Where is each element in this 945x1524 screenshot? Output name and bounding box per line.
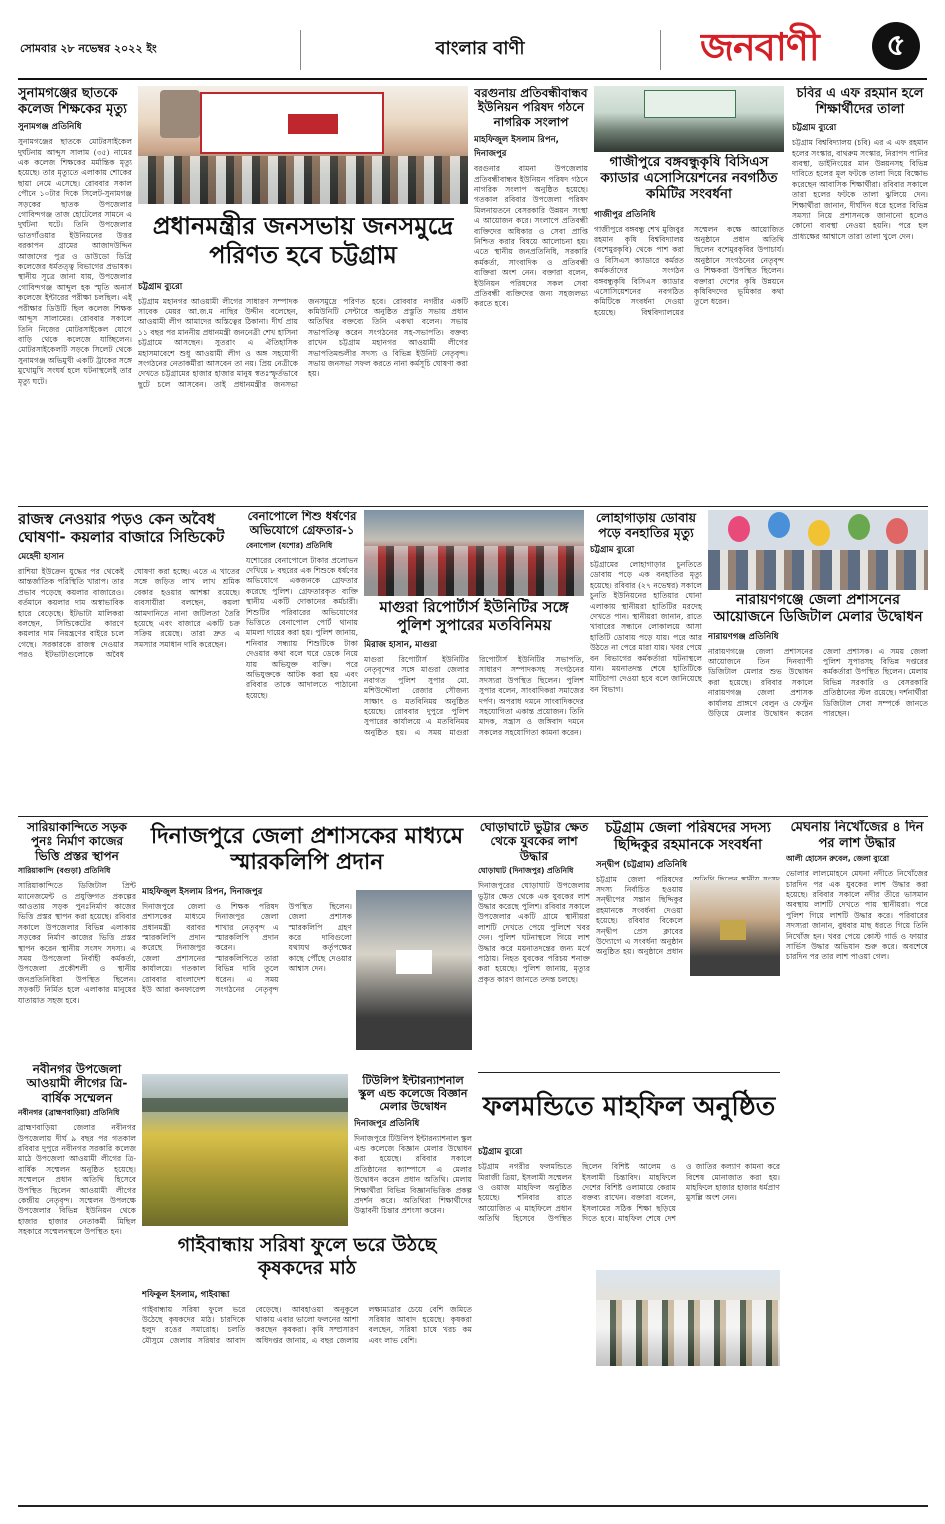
masthead-divider-right <box>660 30 661 70</box>
article-ghoraghat <box>478 820 590 1070</box>
article-body: রাশিয়া ইউক্রেন যুদ্ধের পর থেকেই আন্তর্জাতিক পরিস্থিতি খারাপ। তার প্রভাব পড়েছে কয়লার বাজারেও। বর্তমানে কয়লার দাম অস্বাভাবিক হারে বেড়েছে। ইটভাটা মালিকরা বলছেন, সিন্ডিকেটের কারণে কয়লার দাম নিয়ন্ত্রণের বাইরে চলে গেছে। সরকারকে রাজস্ব দেওয়ার পরও ইটভাটাগুলোকে অবৈধ ঘোষণা করা হচ্ছে। এতে এ খাতের সঙ্গে জড়িত লাখ লাখ শ্রমিক বেকার হওয়ার আশঙ্কা রয়েছে। ব্যবসায়ীরা বলছেন, কয়লা আমদানিতে নানা জটিলতা তৈরি হয়েছে এবং বাজারে একটি চক্র সক্রিয় রয়েছে। তারা দ্রুত এ সমস্যার সমাধান দাবি করেছেন। <box>18 567 240 660</box>
balloon-4 <box>848 514 870 540</box>
crowd <box>138 156 468 204</box>
byline: মিরাজ হাসান, মাগুরা <box>364 640 437 650</box>
article-gaibandha <box>142 1234 472 1484</box>
headline: সারিয়াকান্দিতে সড়ক পুনঃ নির্মাণ কাজের ভিত্তি প্রস্তর স্থাপন <box>27 820 127 863</box>
byline: গাজীপুর প্রতিনিধি <box>594 209 656 220</box>
article-body: ভোলার লালমোহনে মেঘনা নদীতে নিখোঁজের চারদিন পর এক যুবকের লাশ উদ্ধার করা হয়েছে। রবিবার সকালে নদীর তীরে ভাসমান অবস্থায় লাশটি দেখতে পায় স্থানীয়রা। পরে পুলিশ গিয়ে লাশটি উদ্ধার করে। পরিবারের সদস্যরা জানান, বুধবার মাছ ধরতে গিয়ে তিনি নিখোঁজ হন। খবর পেয়ে কোস্ট গার্ড ও ফায়ার সার্ভিস উদ্ধার অভিযান শুরু করে। অবশেষে চারদিন পর তার লাশ পাওয়া গেল। <box>786 869 928 962</box>
byline: চট্টগ্রাম ব্যুরো <box>590 545 635 555</box>
document-sheet <box>396 950 432 974</box>
article-body: যশোরের বেনাপোলে টাকার প্রলোভন দেখিয়ে ৮ বছরের এক শিশুকে ধর্ষণের অভিযোগে একজনকে গ্রেফতার করেছে পুলিশ। গ্রেফতারকৃত ব্যক্তি স্থানীয় একটি দোকানের কর্মচারী। শিশুটির পরিবারের অভিযোগের ভিত্তিতে বেনাপোল পোর্ট থানায় মামলা দায়ের করা হয়। পুলিশ জানায়, শনিবার সন্ধ্যায় শিশুটিকে টাকা দেওয়ার কথা বলে ঘরে ডেকে নিয়ে যায় অভিযুক্ত ব্যক্তি। পরে অভিযুক্তকে আটক করা হয় এবং রবিবার তাকে আদালতে পাঠানো হয়েছে। <box>246 555 358 700</box>
article-gazipur <box>594 154 784 504</box>
headline: রাজস্ব নেওয়ার পড়ও কেন অবৈধ ঘোষণা- কয়লার বাজারে সিন্ডিকেট <box>18 510 225 546</box>
article-body: চট্টগ্রাম বিশ্ববিদ্যালয় (চবি) এর এ এফ রহমান হলের সংস্কার, বাথরুম সংস্কার, নিরাপদ পানির ব্যবস্থা, ডাইনিংয়ের মান উন্নয়নসহ বিভিন্ন দাবিতে হলের মূল ফটকে তালা দিয়ে বিক্ষোভ করেছেন আবাসিক শিক্ষার্থীরা। রবিবার সকালে তারা হলের ফটকে তালা ঝুলিয়ে দেন। শিক্ষার্থীরা জানান, দীর্ঘদিন ধরে হলের বিভিন্ন সমস্যা নিয়ে প্রশাসনকে জানানো হলেও কোনো ব্যবস্থা নেওয়া হয়নি। পরে হল প্রাধ্যক্ষের আশ্বাসে তারা তালা খুলে দেন। <box>792 138 928 241</box>
article-body: সারিয়াকান্দিতে ডিজিটাল প্রিন্ট ম্যানেজমেন্ট ও প্রযুক্তিগত প্রকল্পের আওতায় সড়ক পুনঃনির্মাণ কাজের ভিত্তি প্রস্তর স্থাপন করা হয়েছে। রবিবার সকালে উপজেলার বিভিন্ন এলাকায় সড়কের নির্মাণ কাজের ভিত্তি প্রস্তর স্থাপন করেন স্থানীয় সংসদ সদস্য। এ সময় উপজেলা নির্বাহী কর্মকর্তা, উপজেলা প্রকৌশলী ও স্থানীয় জনপ্রতিনিধিরা উপস্থিত ছিলেন। সড়কটি নির্মিত হলে এলাকার মানুষের যাতায়াত সহজ হবে। <box>18 881 136 1005</box>
headline: নবীনগর উপজেলা আওয়ামী লীগের ত্রি-বার্ষিক সম্মেলন <box>26 1062 128 1105</box>
newspaper-logo: জনবাণী <box>700 25 819 69</box>
article-narayanganj <box>708 592 928 812</box>
byline: চট্টগ্রাম ব্যুরো <box>138 281 183 292</box>
sandwip-photo <box>690 880 780 976</box>
article-body: চট্টগ্রাম মহানগর আওয়ামী লীগের সাধারণ সম্পাদক সাবেক মেয়র আ.জ.ম নাছির উদ্দীন বলেছেন, আওয়ামী লীগ আমাদের অস্তিত্বের ঠিকানা। দীর্ঘ প্রায় ১১ বছর পর মাননীয় প্রধানমন্ত্রী জননেত্রী শেখ হাসিনা চট্টগ্রামে আসছেন। সুতরাং এ ঐতিহাসিক মহাসমাবেশে শুধু আওয়ামী লীগ ও অঙ্গ সহযোগী সংগঠনের নেতাকর্মীরা আসবেন তা নয়। প্রিয় নেত্রীকে দেখতে চট্টগ্রামের হাজার হাজার মানুষ স্বতঃস্ফূর্তভাবে ছুটে চলে আসবেন। তাই প্রধানমন্ত্রীর জনসভা জনসমুদ্রে পরিণত হবে। রোববার নগরীর একটি কমিউনিটি সেন্টারে অনুষ্ঠিত প্রস্তুতি সভায় প্রধান অতিথির বক্তব্যে তিনি একথা বলেন। সভায় সভাপতিত্ব করেন সংগঠনের সহ-সভাপতি। বক্তব্য রাখেন চট্টগ্রাম মহানগর আওয়ামী লীগের সভাপতিমন্ডলীর সদস্য ও বিভিন্ন ইউনিট নেতৃবৃন্দ। সভায় জনসভা সফল করতে নানা কর্মসূচি ঘোষণা করা হয়। <box>138 296 468 389</box>
headline: গাজীপুরে বঙ্গবন্ধুকৃষি বিসিএস ক্যাডার এসোসিয়েশনের নবগঠিত কমিটির সংবর্ধনা <box>600 154 778 203</box>
stage-banner <box>644 90 736 118</box>
article-body: ব্রাহ্মণবাড়িয়া জেলার নবীনগর উপজেলায় দীর্ঘ ৯ বছর পর গতকাল রবিবার দুপুরে নবীনগর সরকারি কলেজ মাঠে উপজেলা আওয়ামী লীগের ত্রি-বার্ষিক সম্মেলন অনুষ্ঠিত হয়েছে। সম্মেলনে প্রধান অতিথি হিসেবে উপস্থিত ছিলেন আওয়ামী লীগের কেন্দ্রীয় নেতৃবৃন্দ। সম্মেলন উপলক্ষে উপজেলার বিভিন্ন ইউনিয়ন থেকে হাজার হাজার নেতাকর্মী মিছিল সহকারে সম্মেলনস্থলে উপস্থিত হন। <box>18 1123 136 1237</box>
article-body: চট্টগ্রামের লোহাগাড়ার চুনতিতে ডোবায় পড়ে এক বনহাতির মৃত্যু হয়েছে। রবিবার (২৭ নভেম্বর) সকালে চুনতি ইউনিয়নের হাতিয়ার ঘোনা এলাকায় স্থানীয়রা হাতিটির মরদেহ দেখতে পান। স্থানীয়রা জানান, রাতে খাবারের সন্ধানে লোকালয়ে আসা হাতিটি ডোবায় পড়ে যায়। পরে আর উঠতে না পেরে মারা যায়। খবর পেয়ে বন বিভাগের কর্মকর্তারা ঘটনাস্থলে যান। ময়নাতদন্ত শেষে হাতিটিকে মাটিচাপা দেওয়া হবে বলে জানিয়েছে বন বিভাগ। <box>590 560 702 694</box>
people-row <box>364 546 584 596</box>
byline: চট্টগ্রাম ব্যুরো <box>478 1147 523 1158</box>
date-line: সোমবার ২৮ নভেম্বর ২০২২ ইং <box>20 42 157 55</box>
byline: নবীনগর (ব্রাহ্মণবাড়িয়া) প্রতিনিধি <box>18 1108 120 1118</box>
article-body: দিনাজপুরের ঘোড়াঘাট উপজেলায় ভুট্টার ক্ষেত থেকে এক যুবকের লাশ উদ্ধার করেছে পুলিশ। রবিবার সকালে উপজেলার একটি গ্রামে স্থানীয়রা লাশটি দেখতে পেয়ে পুলিশে খবর দেন। পুলিশ ঘটনাস্থলে গিয়ে লাশ উদ্ধার করে ময়নাতদন্তের জন্য মর্গে পাঠায়। নিহত যুবকের পরিচয় শনাক্ত করা হয়েছে। পুলিশ জানায়, মৃত্যুর প্রকৃত কারণ জানতে তদন্ত চলছে। <box>478 881 590 984</box>
rally-photo <box>138 86 468 204</box>
headline: লোহাগাড়ায় ডোবায় পড়ে বনহাতির মৃত্যু <box>595 510 697 540</box>
headline: চবির এ এফ রহমান হলে শিক্ষার্থীদের তালা <box>796 86 924 117</box>
headline: গাইবান্ধায় সরিষা ফুলে ভরে উঠছে কৃষকদের মাঠ <box>177 1234 437 1279</box>
article-sunamganj <box>18 86 132 500</box>
tree-line <box>142 1098 348 1112</box>
masthead-divider-left <box>300 30 301 70</box>
narayanganj-photo <box>708 510 928 590</box>
article-magura <box>364 598 584 812</box>
article-body: সুনামগঞ্জের ছাতকে মোটরসাইকেল দুর্ঘটনায় আব্দুস সালাম (৩৫) নামের এক কলেজ শিক্ষকের মর্মান্তিক মৃত্যু হয়েছে। তার মৃত্যুতে এলাকায় শোকের ছায়া নেমে এসেছে। রোববার সকাল পৌনে ১০টার দিকে সিলেট-সুনামগঞ্জ সড়কের ছাতক উপজেলার গোবিন্দগঞ্জ তাজ হোটেলের সামনে এ দুর্ঘটনা ঘটে। তিনি উপজেলার ভাতগাঁওয়ার ইউনিয়নের উত্তর বরকাপন গ্রামের আজাদউদ্দিন আজাদের পুত্র ও ডাউডো ডিগ্রি কলেজের ধর্মতত্ত্ব বিভাগের প্রভাষক। স্থানীয় সূত্রে জানা যায়, উপজেলার গোবিন্দগঞ্জ আব্দুল হক স্মৃতি অনার্স কলেজে ইন্টারের পরীক্ষা চলছিল। এই পরীক্ষার ডিউটি ছিল কলেজ শিক্ষক আব্দুস সালামের। রোববার সকালে তিনি নিজের মোটরসাইকেল যোগে বাড়ি থেকে কলেজে যাচ্ছিলেন। মোটরসাইকেলটি সড়কে সিলেট থেকে সুনামগঞ্জ অভিমুখী একটি ট্রাকের সঙ্গে মুখোমুখি সংঘর্ষ হলে ঘটনাস্থলেই তার মৃত্যু ঘটে। <box>18 137 132 386</box>
headline: সুনামগঞ্জের ছাতকে কলেজ শিক্ষকের মৃত্যু <box>18 86 127 117</box>
section-title: বাংলার বাণী <box>435 38 525 59</box>
article-coal <box>18 510 240 812</box>
article-sariakandi <box>18 820 136 1060</box>
headline: মেঘনায় নিখোঁজের ৪ দিন পর লাশ উদ্ধার <box>790 820 924 851</box>
headline: নারায়ণগঞ্জে জেলা প্রশাসনের আয়োজনে ডিজিটাল মেলার উদ্বোধন <box>713 592 923 625</box>
headline: ঘোড়াঘাটে ভুট্টার ক্ষেত থেকে যুবকের লাশ উদ্ধার <box>479 820 589 863</box>
headline: বেনাপোলে শিশু ধর্ষণের অভিযোগে গ্রেফতার-১ <box>247 510 357 537</box>
article-barguna <box>474 86 588 500</box>
byline: সুনামগঞ্জ প্রতিনিধি <box>18 122 82 133</box>
article-body: বরগুনার বামনা উপজেলায় প্রতিবন্ধীবান্ধব ইউনিয়ন পরিষদ গঠনে নাগরিক সংলাপ অনুষ্ঠিত হয়েছে। গতকাল রবিবার উপজেলা পরিষদ মিলনায়তনে বেসরকারি উন্নয়ন সংস্থা এ আয়োজন করে। সংলাপে প্রতিবন্ধী ব্যক্তিদের অধিকার ও সেবা প্রাপ্তি নিশ্চিত করার বিষয়ে আলোচনা হয়। এতে স্থানীয় জনপ্রতিনিধি, সরকারি কর্মকর্তা, সাংবাদিক ও প্রতিবন্ধী ব্যক্তিরা অংশ নেন। বক্তারা বলেন, ইউনিয়ন পরিষদের সকল সেবা প্রতিবন্ধী ব্যক্তিদের জন্য সহজলভ্য করতে হবে। <box>474 164 588 309</box>
byline: আলী হোসেন রুবেল, জেলা ব্যুরো <box>786 854 890 864</box>
byline: দিনাজপুর প্রতিনিধি <box>354 1118 420 1129</box>
byline: সারিয়াকান্দি (বগুড়া) প্রতিনিধি <box>18 866 111 876</box>
officials-row <box>708 550 928 590</box>
headline: দিনাজপুরে জেলা প্রশাসকের মাধ্যমে স্মারকলিপি প্রদান <box>150 824 464 876</box>
row-divider-2 <box>18 816 928 817</box>
byline: চট্টগ্রাম ব্যুরো <box>792 123 837 134</box>
article-nabinagar <box>18 1062 136 1362</box>
byline: সন্দ্বীপ (চট্টগ্রাম) প্রতিনিধি <box>596 859 687 870</box>
article-body: দিনাজপুরে টিউলিপ ইন্টারন্যাশনাল স্কুল এন্ড কলেজে বিজ্ঞান মেলার উদ্বোধন করা হয়েছে। রবিবার সকালে প্রতিষ্ঠানের ক্যাম্পাসে এ মেলার উদ্বোধন করেন প্রধান অতিথি। মেলায় শিক্ষার্থীরা বিভিন্ন বিজ্ঞানভিত্তিক প্রকল্প প্রদর্শন করে। অতিথিরা শিক্ষার্থীদের উদ্ভাবনী চিন্তার প্রশংসা করেন। <box>354 1133 472 1216</box>
byline: মাহফিজুল ইসলাম রিপন, দিনাজপুর <box>142 886 263 897</box>
headline: ফলমন্ডিতে মাহফিল অনুষ্ঠিত <box>482 1092 776 1122</box>
article-body: চট্টগ্রাম নগরীর ফলমন্ডিতে মিরাজী ত্রিয়া, ইসলামী সম্মেলন ও ওয়াজ মাহফিল অনুষ্ঠিত হয়েছে। শনিবার রাতে আয়োজিত এ মাহফিলে প্রধান অতিথি হিসেবে উপস্থিত ছিলেন বিশিষ্ট আলেম ও ইসলামী চিন্তাবিদ। মাহফিলে দেশের বিশিষ্ট ওলামায়ে কেরাম বক্তব্য রাখেন। বক্তারা বলেন, ইসলামের সঠিক শিক্ষা ছড়িয়ে দিতে হবে। মাহফিল শেষে দেশ ও জাতির কল্যাণ কামনা করে বিশেষ মোনাজাত করা হয়। মাহফিলে হাজার হাজার ধর্মপ্রাণ মুসল্লি অংশ নেন। <box>478 1162 780 1224</box>
banner-accent <box>288 114 338 134</box>
balloon-3 <box>808 520 830 546</box>
mustard-field-photo <box>142 1074 348 1226</box>
headline: বরগুনায় প্রতিবন্ধীবান্ধব ইউনিয়ন পরিষদ গঠনে নাগরিক সংলাপ <box>474 86 588 129</box>
page-number-text: ৫ <box>886 28 906 63</box>
gazipur-photo <box>594 86 784 152</box>
balloon-5 <box>886 518 908 544</box>
article-body: মাগুরা রিপোর্টার্স ইউনিটির নেতৃবৃন্দের সঙ্গে মাগুরা জেলার নবাগত পুলিশ সুপার মো. মশিউদ্দৌলা রেজার সৌজন্য সাক্ষাৎ ও মতবিনিময় অনুষ্ঠিত হয়েছে। রোববার দুপুরে পুলিশ সুপারের কার্যালয়ে এ মতবিনিময় অনুষ্ঠিত হয়। এ সময় মাগুরা রিপোর্টার্স ইউনিটির সভাপতি, সাধারণ সম্পাদকসহ সংগঠনের সদস্যরা উপস্থিত ছিলেন। পুলিশ সুপার বলেন, সাংবাদিকরা সমাজের দর্পণ। অপরাধ দমনে সাংবাদিকদের সহযোগিতা একান্ত প্রয়োজন। তিনি মাদক, সন্ত্রাস ও জঙ্গিবাদ দমনে সকলের সহযোগিতা কামনা করেন। <box>364 655 584 737</box>
article-body: গাজীপুরে বঙ্গবন্ধু শেখ মুজিবুর রহমান কৃষি বিশ্ববিদ্যালয় (বশেমুরকৃবি) থেকে পাশ করা ও বিসিএস ক্যাডারে কর্মরত কর্মকর্তাদের সংগঠন বঙ্গবন্ধুকৃষি বিসিএস ক্যাডার এসোসিয়েশনের নবগঠিত কমিটিকে সংবর্ধনা দেওয়া হয়েছে। বিশ্ববিদ্যালয়ের সম্মেলন কক্ষে আয়োজিত অনুষ্ঠানে প্রধান অতিথি ছিলেন বশেমুরকৃবির উপাচার্য। অনুষ্ঠানে সংগঠনের নেতৃবৃন্দ ও শিক্ষকরা উপস্থিত ছিলেন। বক্তারা দেশের কৃষি উন্নয়নে কৃষিবিদদের ভূমিকার কথা তুলে ধরেন। <box>594 224 784 317</box>
page-number <box>872 22 920 70</box>
article-body: গাইবান্ধায় সরিষা ফুলে ভরে উঠেছে কৃষকদের মাঠ। চারদিকে হলুদ রঙের সমারোহ। চলতি মৌসুমে জেলায় সরিষার আবাদ বেড়েছে। আবহাওয়া অনুকূলে থাকায় এবার ভালো ফলনের আশা করছেন কৃষকরা। কৃষি সম্প্রসারণ অধিদপ্তর জানায়, এ বছর জেলায় লক্ষ্যমাত্রার চেয়ে বেশি জমিতে সরিষার আবাদ হয়েছে। কৃষকরা বলছেন, সরিষা চাষে খরচ কম এবং লাভ বেশি। <box>142 1304 472 1345</box>
row-divider-3 <box>478 1072 780 1073</box>
article-benapole <box>246 510 358 812</box>
masthead <box>0 0 945 90</box>
byline: মেহেদী হাসান <box>18 552 64 562</box>
byline: শফিকুল ইসলাম, গাইবান্ধা <box>142 1289 230 1300</box>
article-pm-rally <box>138 208 468 504</box>
mahfil-photo <box>596 1270 780 1366</box>
article-meghna <box>786 820 928 1234</box>
banner-portrait <box>160 90 200 138</box>
headline: প্রধানমন্ত্রীর জনসভায় জনসমুদ্রে পরিণত হবে চট্টগ্রাম <box>152 212 454 269</box>
byline: মাহফিজুল ইসলাম রিপন, দিনাজপুর <box>474 135 559 160</box>
crest <box>720 920 746 940</box>
memorandum-photo <box>356 890 472 1050</box>
magura-photo <box>364 510 584 596</box>
row-divider-1 <box>18 506 928 507</box>
byline: বেনাপোল (যশোর) প্রতিনিধি <box>246 540 333 550</box>
byline: ঘোড়াঘাট (দিনাজপুর) প্রতিনিধি <box>478 866 574 876</box>
article-cu-hall <box>792 86 928 504</box>
guests-row <box>596 1300 780 1366</box>
article-body: চট্টগ্রাম জেলা পরিষদের সদস্য নির্বাচিত হওয়ায় সন্দ্বীপের সন্তান ছিদ্দিকুর রহমানকে সংবর্ধনা দেওয়া হয়েছে। রবিবার বিকেলে সন্দ্বীপ প্রেস ক্লাবের উদ্যোগে এ সংবর্ধনা অনুষ্ঠান অনুষ্ঠিত হয়। অনুষ্ঠানে প্রধান <box>596 874 683 957</box>
headline: মাগুরা রিপোর্টার্স ইউনিটির সঙ্গে পুলিশ সুপারের মতবিনিময় <box>379 598 569 634</box>
footer-rule <box>18 1505 928 1507</box>
article-lohagara <box>590 510 702 812</box>
balloon-1 <box>728 516 750 542</box>
balloon-2 <box>768 512 790 538</box>
article-body: দিনাজপুরে জেলা প্রশাসকের মাধ্যমে প্রধানমন্ত্রী বরাবর স্মারকলিপি প্রদান করেছে দিনাজপুর জেলা প্রশাসনের কার্যালয়ে। গতকাল রোববার বাংলাদেশ ইউ আরা কনফারেন্স ও শিক্ষক পরিষদ দিনাজপুর জেলা শাখার নেতৃবৃন্দ এ স্মারকলিপি প্রদান করেন। স্মারকলিপিতে তারা বিভিন্ন দাবি তুলে ধরেন। এ সময় সংগঠনের নেতৃবৃন্দ উপস্থিত ছিলেন। জেলা প্রশাসক স্মারকলিপি গ্রহণ করে দাবিগুলো যথাযথ কর্তৃপক্ষের কাছে পৌঁছে দেওয়ার আশ্বাস দেন। <box>142 901 352 995</box>
headline: টিউলিপ ইন্টারন্যাশনাল স্কুল এন্ড কলেজে বিজ্ঞান মেলার উদ্বোধন <box>358 1074 468 1114</box>
article-body: নারায়ণগঞ্জে জেলা প্রশাসনের আয়োজনে তিন দিনব্যাপী ডিজিটাল মেলার শুভ উদ্বোধন করা হয়েছে। রবিবার সকালে নারায়ণগঞ্জ জেলা প্রশাসক কার্যালয় প্রাঙ্গণে বেলুন ও ফেস্টুন উড়িয়ে মেলার উদ্বোধন করেন জেলা প্রশাসক। এ সময় জেলা পুলিশ সুপারসহ বিভিন্ন দপ্তরের কর্মকর্তারা উপস্থিত ছিলেন। মেলায় বিভিন্ন সরকারি ও বেসরকারি প্রতিষ্ঠানের স্টল রয়েছে। দর্শনার্থীরা ডিজিটাল সেবা সম্পর্কে জানতে পারছেন। <box>708 646 928 719</box>
byline: নারায়ণগঞ্জ প্রতিনিধি <box>708 631 779 642</box>
masthead-rule <box>18 78 927 80</box>
headline: চট্টগ্রাম জেলা পরিষদের সদস্য ছিদ্দিকুর রহমানকে সংবর্ধনা <box>605 820 771 853</box>
article-tulip-school <box>354 1074 472 1234</box>
